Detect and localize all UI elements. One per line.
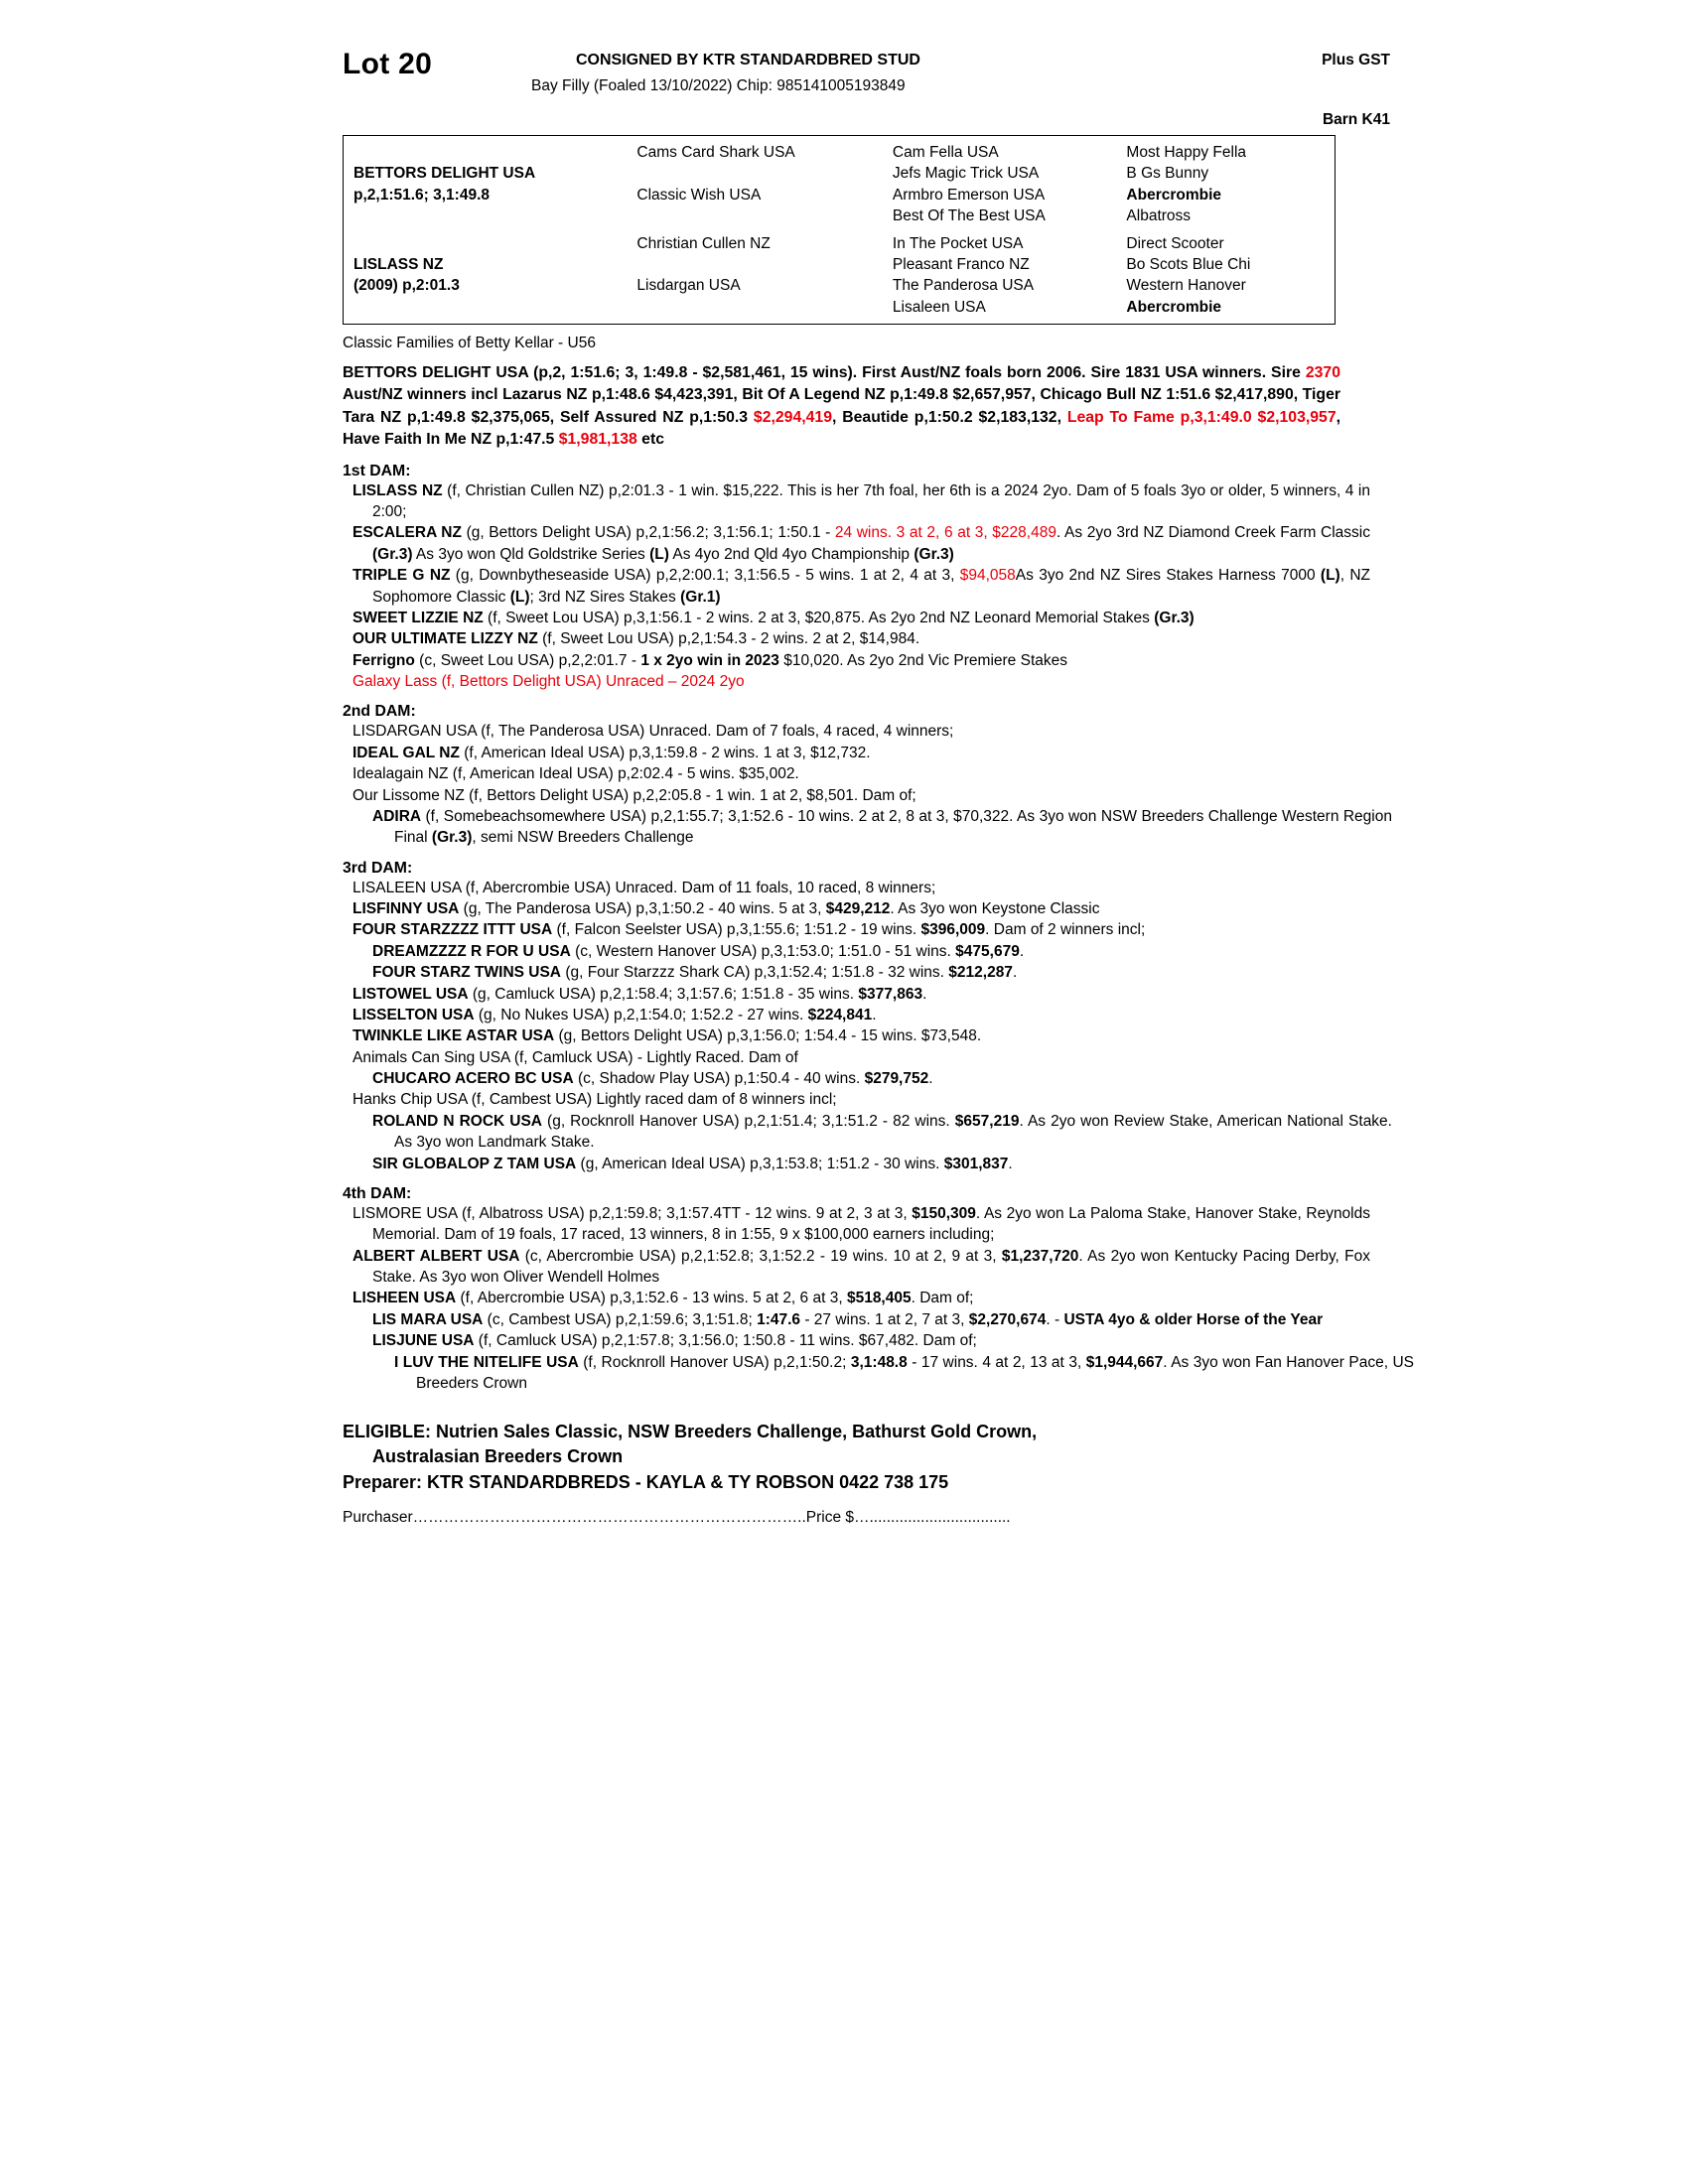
emphasis-text: (L) bbox=[649, 545, 669, 563]
emphasis-text: $1,237,720 bbox=[1001, 1247, 1079, 1265]
pedigree-entry bbox=[343, 785, 1370, 806]
highlight-text: Galaxy Lass (f, Bettors Delight USA) Unraced – 2024 2yo bbox=[352, 673, 745, 691]
entry-text: (c, Cambest USA) p,2,1:59.6; 3,1:51.8; bbox=[483, 1310, 758, 1328]
plus-gst-label: Plus GST bbox=[1322, 52, 1390, 68]
entry-text: (f, American Ideal USA) p,3,1:59.8 - 2 wins. 1 at 3, $12,732. bbox=[459, 744, 871, 761]
entry-text: - 27 wins. 1 at 2, 7 at 3, bbox=[800, 1310, 969, 1328]
entry-text: (g, American Ideal USA) p,3,1:53.8; 1:51.2 - 30 wins. bbox=[576, 1155, 944, 1172]
pedigree-cell-generation1 bbox=[344, 275, 636, 296]
pedigree-table bbox=[343, 135, 1336, 325]
emphasis-text: TRIPLE G NZ bbox=[352, 567, 451, 585]
entry-text: As 3yo won Qld Goldstrike Series bbox=[412, 545, 650, 563]
pedigree-cell-generation2: Lisdargan USA bbox=[636, 277, 741, 295]
pedigree-cell-generation3: Pleasant Franco NZ bbox=[892, 255, 1030, 273]
dam-section-heading: 4th DAM: bbox=[343, 1184, 412, 1202]
pedigree-cell-generation1 bbox=[344, 163, 636, 184]
pedigree-cell-generation1 bbox=[344, 233, 636, 254]
pedigree-cell-generation3: Jefs Magic Trick USA bbox=[892, 165, 1040, 183]
emphasis-text: OUR ULTIMATE LIZZY NZ bbox=[352, 630, 538, 648]
entry-text: . - bbox=[1046, 1310, 1064, 1328]
pedigree-entry bbox=[343, 1288, 1370, 1308]
pedigree-cell-generation2: Christian Cullen NZ bbox=[636, 234, 771, 252]
pedigree-entry bbox=[343, 1352, 1414, 1395]
paragraph-text: , Beautide p,1:50.2 $2,183,132, bbox=[831, 408, 1067, 426]
barn-label: Barn K41 bbox=[1322, 111, 1390, 128]
entry-text: Hanks Chip USA (f, Cambest USA) Lightly raced dam of 8 winners incl; bbox=[352, 1091, 837, 1109]
emphasis-text: $396,009 bbox=[920, 921, 986, 939]
entry-text: . As 2yo 3rd NZ Diamond Creek Farm Classic bbox=[1055, 524, 1370, 542]
entry-text: . bbox=[872, 1006, 877, 1024]
pedigree-cell-generation4: Western Hanover bbox=[1126, 277, 1246, 295]
pedigree-parent-name: BETTORS DELIGHT USA bbox=[353, 165, 536, 183]
entry-text: - 17 wins. 4 at 2, 13 at 3, bbox=[907, 1353, 1086, 1371]
emphasis-text: (L) bbox=[1320, 567, 1340, 585]
entry-text: Idealagain NZ (f, American Ideal USA) p,2:02.4 - 5 wins. $35,002. bbox=[352, 765, 799, 783]
pedigree-cell-generation3: Best Of The Best USA bbox=[892, 207, 1046, 225]
entry-text: . As 2yo won Kentucky Pacing Derby, Fox Stake. As 3yo won Oliver Wendell Holmes bbox=[372, 1247, 1370, 1287]
entry-text: (f, Camluck USA) p,2,1:57.8; 3,1:56.0; 1:50.8 - 11 wins. $67,482. Dam of; bbox=[474, 1332, 977, 1350]
emphasis-text: ADIRA bbox=[372, 807, 422, 825]
entry-text: (f, Rocknroll Hanover USA) p,2,1:50.2; bbox=[578, 1353, 851, 1371]
pedigree-cell-generation4: Most Happy Fella bbox=[1126, 144, 1247, 161]
emphasis-text: $2,270,674 bbox=[968, 1310, 1047, 1328]
emphasis-text: $377,863 bbox=[858, 985, 923, 1003]
paragraph-text: etc bbox=[636, 431, 664, 449]
pedigree-parent-record: (2009) p,2:01.3 bbox=[353, 277, 460, 295]
lot-number: Lot 20 bbox=[343, 48, 433, 80]
pedigree-cell-generation4: B Gs Bunny bbox=[1126, 165, 1209, 183]
entry-text: . As 3yo won Fan Hanover Pace, US Breeders Crown bbox=[416, 1353, 1414, 1392]
pedigree-cell-generation1 bbox=[344, 142, 636, 163]
dam-section-heading: 1st DAM: bbox=[343, 462, 411, 479]
entry-text: . Dam of; bbox=[911, 1290, 974, 1307]
pedigree-parent-record: p,2,1:51.6; 3,1:49.8 bbox=[353, 186, 490, 204]
entry-text: (g, Four Starzzz Shark CA) p,3,1:52.4; 1:51.8 - 32 wins. bbox=[561, 964, 949, 982]
pedigree-parent-name: LISLASS NZ bbox=[353, 255, 444, 273]
emphasis-text: $475,679 bbox=[955, 942, 1020, 960]
emphasis-text: LIS MARA USA bbox=[372, 1310, 484, 1328]
entry-text: . Dam of 2 winners incl; bbox=[985, 921, 1146, 939]
pedigree-entry bbox=[343, 878, 1370, 898]
entry-text: (c, Western Hanover USA) p,3,1:53.0; 1:51.0 - 51 wins. bbox=[570, 942, 956, 960]
emphasis-text: $1,944,667 bbox=[1085, 1353, 1164, 1371]
pedigree-row bbox=[344, 185, 1335, 205]
entry-text: LISALEEN USA (f, Abercrombie USA) Unraced. Dam of 11 foals, 10 raced, 8 winners; bbox=[352, 879, 936, 896]
pedigree-rows bbox=[344, 142, 1335, 318]
emphasis-text: ESCALERA NZ bbox=[352, 524, 462, 542]
entry-text: (g, The Panderosa USA) p,3,1:50.2 - 40 wins. 5 at 3, bbox=[459, 900, 826, 918]
pedigree-cell-generation2 bbox=[636, 205, 892, 226]
pedigree-entry bbox=[343, 1068, 1392, 1089]
pedigree-entry bbox=[343, 1089, 1370, 1110]
emphasis-text: (Gr.3) bbox=[372, 545, 413, 563]
paragraph-text: BETTORS DELIGHT USA (p,2, 1:51.6; 3, 1:49.8 - $2,581,461, 15 wins). First Aust/NZ foals born 2006. Sire 1831 USA winners. Sire bbox=[343, 364, 1306, 381]
emphasis-text: 1:47.6 bbox=[757, 1310, 801, 1328]
emphasis-text: $279,752 bbox=[864, 1070, 929, 1088]
entry-text: . bbox=[1012, 964, 1018, 982]
emphasis-text: $212,287 bbox=[948, 964, 1013, 982]
pedigree-entry bbox=[343, 1309, 1392, 1330]
emphasis-text: $301,837 bbox=[943, 1155, 1009, 1172]
emphasis-text: (Gr.3) bbox=[1154, 609, 1195, 626]
pedigree-cell-generation4: Direct Scooter bbox=[1126, 234, 1224, 252]
pedigree-entry bbox=[343, 1154, 1392, 1174]
pedigree-cell-generation3: In The Pocket USA bbox=[892, 234, 1024, 252]
pedigree-entry bbox=[343, 1246, 1370, 1289]
pedigree-entry bbox=[343, 1025, 1370, 1046]
emphasis-text: $518,405 bbox=[846, 1290, 912, 1307]
emphasis-text: LISTOWEL USA bbox=[352, 985, 469, 1003]
entry-text: (g, Downbytheseaside USA) p,2,2:00.1; 3,1:56.5 - 5 wins. 1 at 2, 4 at 3, bbox=[450, 567, 960, 585]
entry-text: (g, Bettors Delight USA) p,2,1:56.2; 3,1:56.1; 1:50.1 - bbox=[461, 524, 835, 542]
pedigree-cell-generation2: Classic Wish USA bbox=[636, 186, 762, 204]
emphasis-text: 1 x 2yo win in 2023 bbox=[640, 651, 779, 669]
entry-text: (c, Sweet Lou USA) p,2,2:01.7 - bbox=[414, 651, 641, 669]
pedigree-entry bbox=[343, 1203, 1370, 1246]
pedigree-row bbox=[344, 142, 1335, 163]
pedigree-row bbox=[344, 205, 1335, 226]
pedigree-entry bbox=[343, 1111, 1392, 1154]
pedigree-entry bbox=[343, 480, 1370, 523]
pedigree-cell-generation2 bbox=[636, 254, 892, 275]
pedigree-cell-generation3: The Panderosa USA bbox=[892, 277, 1035, 295]
pedigree-cell-generation2: Cams Card Shark USA bbox=[636, 144, 795, 161]
emphasis-text: $150,309 bbox=[912, 1204, 976, 1222]
emphasis-text: Ferrigno bbox=[352, 651, 415, 669]
pedigree-entry bbox=[343, 763, 1370, 784]
emphasis-text: (Gr.1) bbox=[680, 588, 721, 606]
emphasis-text: $224,841 bbox=[807, 1006, 873, 1024]
pedigree-cell-generation1 bbox=[344, 254, 636, 275]
pedigree-cell-generation4: Abercrombie bbox=[1126, 298, 1222, 316]
entry-text: As 4yo 2nd Qld 4yo Championship bbox=[668, 545, 914, 563]
pedigree-entry bbox=[343, 671, 1370, 692]
consignor-label: CONSIGNED BY KTR STANDARDBRED STUD bbox=[576, 52, 920, 68]
highlight-text: 2370 bbox=[1305, 364, 1340, 381]
family-line: Classic Families of Betty Kellar - U56 bbox=[343, 335, 596, 351]
emphasis-text: (Gr.3) bbox=[431, 829, 473, 847]
pedigree-cell-generation3: Lisaleen USA bbox=[892, 298, 986, 316]
pedigree-entry bbox=[343, 628, 1370, 649]
pedigree-cell-generation1 bbox=[344, 205, 636, 226]
emphasis-text: (Gr.3) bbox=[914, 545, 954, 563]
entry-text: (c, Shadow Play USA) p,1:50.4 - 40 wins. bbox=[573, 1070, 865, 1088]
pedigree-cell-generation4: Abercrombie bbox=[1126, 186, 1222, 204]
pedigree-entry bbox=[343, 962, 1392, 983]
pedigree-row bbox=[344, 233, 1335, 254]
entry-text: (g, Bettors Delight USA) p,3,1:56.0; 1:54.4 - 15 wins. $73,548. bbox=[554, 1027, 982, 1045]
entry-text: LISDARGAN USA (f, The Panderosa USA) Unraced. Dam of 7 foals, 4 raced, 4 winners; bbox=[352, 723, 954, 741]
purchaser-line: Purchaser…………………………………………………………………..Price $…................................. bbox=[343, 1508, 1011, 1526]
pedigree-entry bbox=[343, 1047, 1370, 1068]
pedigree-entry bbox=[343, 721, 1370, 742]
entry-text: As 3yo 2nd NZ Sires Stakes Harness 7000 bbox=[1015, 567, 1321, 585]
emphasis-text: LISSELTON USA bbox=[352, 1006, 475, 1024]
dam-section-heading: 3rd DAM: bbox=[343, 859, 413, 877]
highlight-text: $2,294,419 bbox=[753, 408, 832, 426]
entry-text: . As 2yo won Review Stake, American National Stake. As 3yo won Landmark Stake. bbox=[394, 1112, 1392, 1152]
pedigree-row bbox=[344, 163, 1335, 184]
dam-section-heading: 2nd DAM: bbox=[343, 703, 416, 721]
eligible-line-1: ELIGIBLE: Nutrien Sales Classic, NSW Breeders Challenge, Bathurst Gold Crown, bbox=[343, 1422, 1038, 1442]
entry-text: (f, Abercrombie USA) p,3,1:52.6 - 13 wins. 5 at 2, 6 at 3, bbox=[456, 1290, 847, 1307]
emphasis-text: $657,219 bbox=[954, 1112, 1020, 1130]
entry-text: Animals Can Sing USA (f, Camluck USA) - Lightly Raced. Dam of bbox=[352, 1048, 798, 1066]
emphasis-text: IDEAL GAL NZ bbox=[352, 744, 460, 761]
pedigree-entry bbox=[343, 608, 1370, 628]
eligible-line-2: Australasian Breeders Crown bbox=[372, 1445, 624, 1466]
emphasis-text: LISFINNY USA bbox=[352, 900, 460, 918]
highlight-text: Leap To Fame p,3,1:49.0 $2,103,957 bbox=[1066, 408, 1336, 426]
emphasis-text: I LUV THE NITELIFE USA bbox=[394, 1353, 579, 1371]
entry-text: LISMORE USA (f, Albatross USA) p,2,1:59.8; 3,1:57.4TT - 12 wins. 9 at 2, 3 at 3, bbox=[352, 1204, 913, 1222]
pedigree-entry bbox=[343, 919, 1370, 940]
highlight-text: $94,058 bbox=[959, 567, 1016, 585]
emphasis-text: ALBERT ALBERT USA bbox=[352, 1247, 520, 1265]
entry-text: (g, Rocknroll Hanover USA) p,2,1:51.4; 3,1:51.2 - 82 wins. bbox=[542, 1112, 955, 1130]
highlight-text: 24 wins. 3 at 2, 6 at 3, $228,489 bbox=[834, 524, 1056, 542]
emphasis-text: 3,1:48.8 bbox=[850, 1353, 908, 1371]
entry-text: , NZ Sophomore Classic bbox=[372, 567, 1370, 606]
emphasis-text: LISLASS NZ bbox=[352, 481, 443, 499]
entry-text: (c, Abercrombie USA) p,2,1:52.8; 3,1:52.2 - 19 wins. 10 at 2, 9 at 3, bbox=[519, 1247, 1002, 1265]
sire-summary-paragraph bbox=[343, 362, 1340, 452]
emphasis-text: TWINKLE LIKE ASTAR USA bbox=[352, 1027, 555, 1045]
paragraph-text: , Have Faith In Me NZ p,1:47.5 bbox=[343, 408, 1340, 449]
pedigree-cell-generation2 bbox=[636, 163, 892, 184]
entry-text: (f, Sweet Lou USA) p,2,1:54.3 - 2 wins. 2 at 2, $14,984. bbox=[537, 630, 920, 648]
emphasis-text: FOUR STARZ TWINS USA bbox=[372, 964, 562, 982]
emphasis-text: (L) bbox=[509, 588, 530, 606]
paragraph-text: Aust/NZ winners incl Lazarus NZ p,1:48.6 $4,423,391, Bit Of A Legend NZ p,1:49.8 $2,657,957, Chicago Bull NZ 1:51.6 $2,417,890, Tiger Tara NZ p,1:49.8 $2,375,065, Self Assured NZ p,1:50.3 bbox=[343, 386, 1340, 426]
entry-text: Our Lissome NZ (f, Bettors Delight USA) p,2,2:05.8 - 1 win. 1 at 2, $8,501. Dam of; bbox=[352, 786, 916, 804]
emphasis-text: $429,212 bbox=[825, 900, 891, 918]
emphasis-text: LISJUNE USA bbox=[372, 1332, 475, 1350]
page-header bbox=[343, 40, 1390, 135]
pedigree-cell-generation1 bbox=[344, 185, 636, 205]
emphasis-text: ROLAND N ROCK USA bbox=[372, 1112, 542, 1130]
entry-text: (g, Camluck USA) p,2,1:58.4; 3,1:57.6; 1:51.8 - 35 wins. bbox=[468, 985, 859, 1003]
entry-text: (f, Christian Cullen NZ) p,2:01.3 - 1 win. $15,222. This is her 7th foal, her 6th is a 2024 2yo. Dam of 5 foals 3yo or older, 5 winners, 4 in 2:00; bbox=[372, 481, 1370, 521]
pedigree-row bbox=[344, 254, 1335, 275]
entry-text: (f, Sweet Lou USA) p,3,1:56.1 - 2 wins. 2 at 3, $20,875. As 2yo 2nd NZ Leonard Memorial Stakes bbox=[483, 609, 1155, 626]
entry-text: $10,020. As 2yo 2nd Vic Premiere Stakes bbox=[778, 651, 1067, 669]
pedigree-row bbox=[344, 275, 1335, 296]
entry-text: , semi NSW Breeders Challenge bbox=[472, 829, 694, 847]
entry-text: (f, Somebeachsomewhere USA) p,2,1:55.7; 3,1:52.6 - 10 wins. 2 at 2, 8 at 3, $70,322. As 3yo won NSW Breeders Challenge Western Region Final bbox=[394, 807, 1392, 847]
pedigree-entry bbox=[343, 941, 1392, 962]
horse-description: Bay Filly (Foaled 13/10/2022) Chip: 985141005193849 bbox=[531, 77, 906, 94]
entry-text: . bbox=[928, 1070, 933, 1088]
pedigree-entry bbox=[343, 1330, 1392, 1351]
entry-text: . bbox=[1019, 942, 1025, 960]
emphasis-text: FOUR STARZZZZ ITTT USA bbox=[352, 921, 553, 939]
emphasis-text: SIR GLOBALOP Z TAM USA bbox=[372, 1155, 577, 1172]
pedigree-entry bbox=[343, 565, 1370, 608]
pedigree-cell-generation3: Cam Fella USA bbox=[892, 144, 999, 161]
pedigree-entry bbox=[343, 743, 1370, 763]
eligible-block bbox=[343, 1420, 1345, 1468]
pedigree-cell-generation1 bbox=[344, 297, 636, 318]
pedigree-cell-generation3: Armbro Emerson USA bbox=[892, 186, 1046, 204]
pedigree-cell-generation4: Bo Scots Blue Chi bbox=[1126, 255, 1251, 273]
pedigree-entry bbox=[343, 522, 1370, 565]
pedigree-row bbox=[344, 297, 1335, 318]
dam-sections bbox=[343, 462, 1414, 1395]
entry-text: . bbox=[1008, 1155, 1013, 1172]
pedigree-cell-generation2 bbox=[636, 297, 892, 318]
emphasis-text: USTA 4yo & older Horse of the Year bbox=[1063, 1310, 1324, 1328]
entry-text: . As 2yo won La Paloma Stake, Hanover Stake, Reynolds Memorial. Dam of 19 foals, 17 raced, 13 winners, 8 in 1:55, 9 x $100,000 earners including; bbox=[372, 1204, 1370, 1244]
entry-text: (g, No Nukes USA) p,2,1:54.0; 1:52.2 - 27 wins. bbox=[474, 1006, 808, 1024]
highlight-text: $1,981,138 bbox=[558, 431, 637, 449]
emphasis-text: SWEET LIZZIE NZ bbox=[352, 609, 484, 626]
pedigree-entry bbox=[343, 898, 1370, 919]
entry-text: (f, Falcon Seelster USA) p,3,1:55.6; 1:51.2 - 19 wins. bbox=[552, 921, 921, 939]
emphasis-text: LISHEEN USA bbox=[352, 1290, 457, 1307]
entry-text: ; 3rd NZ Sires Stakes bbox=[529, 588, 681, 606]
pedigree-entry bbox=[343, 984, 1370, 1005]
emphasis-text: DREAMZZZZ R FOR U USA bbox=[372, 942, 571, 960]
preparer-line: Preparer: KTR STANDARDBREDS - KAYLA & TY ROBSON 0422 738 175 bbox=[343, 1471, 949, 1492]
pedigree-cell-generation4: Albatross bbox=[1126, 207, 1192, 225]
pedigree-entry bbox=[343, 806, 1392, 849]
emphasis-text: CHUCARO ACERO BC USA bbox=[372, 1070, 574, 1088]
pedigree-entry bbox=[343, 1005, 1370, 1025]
entry-text: . bbox=[922, 985, 927, 1003]
pedigree-entry bbox=[343, 650, 1370, 671]
entry-text: . As 3yo won Keystone Classic bbox=[890, 900, 1100, 918]
